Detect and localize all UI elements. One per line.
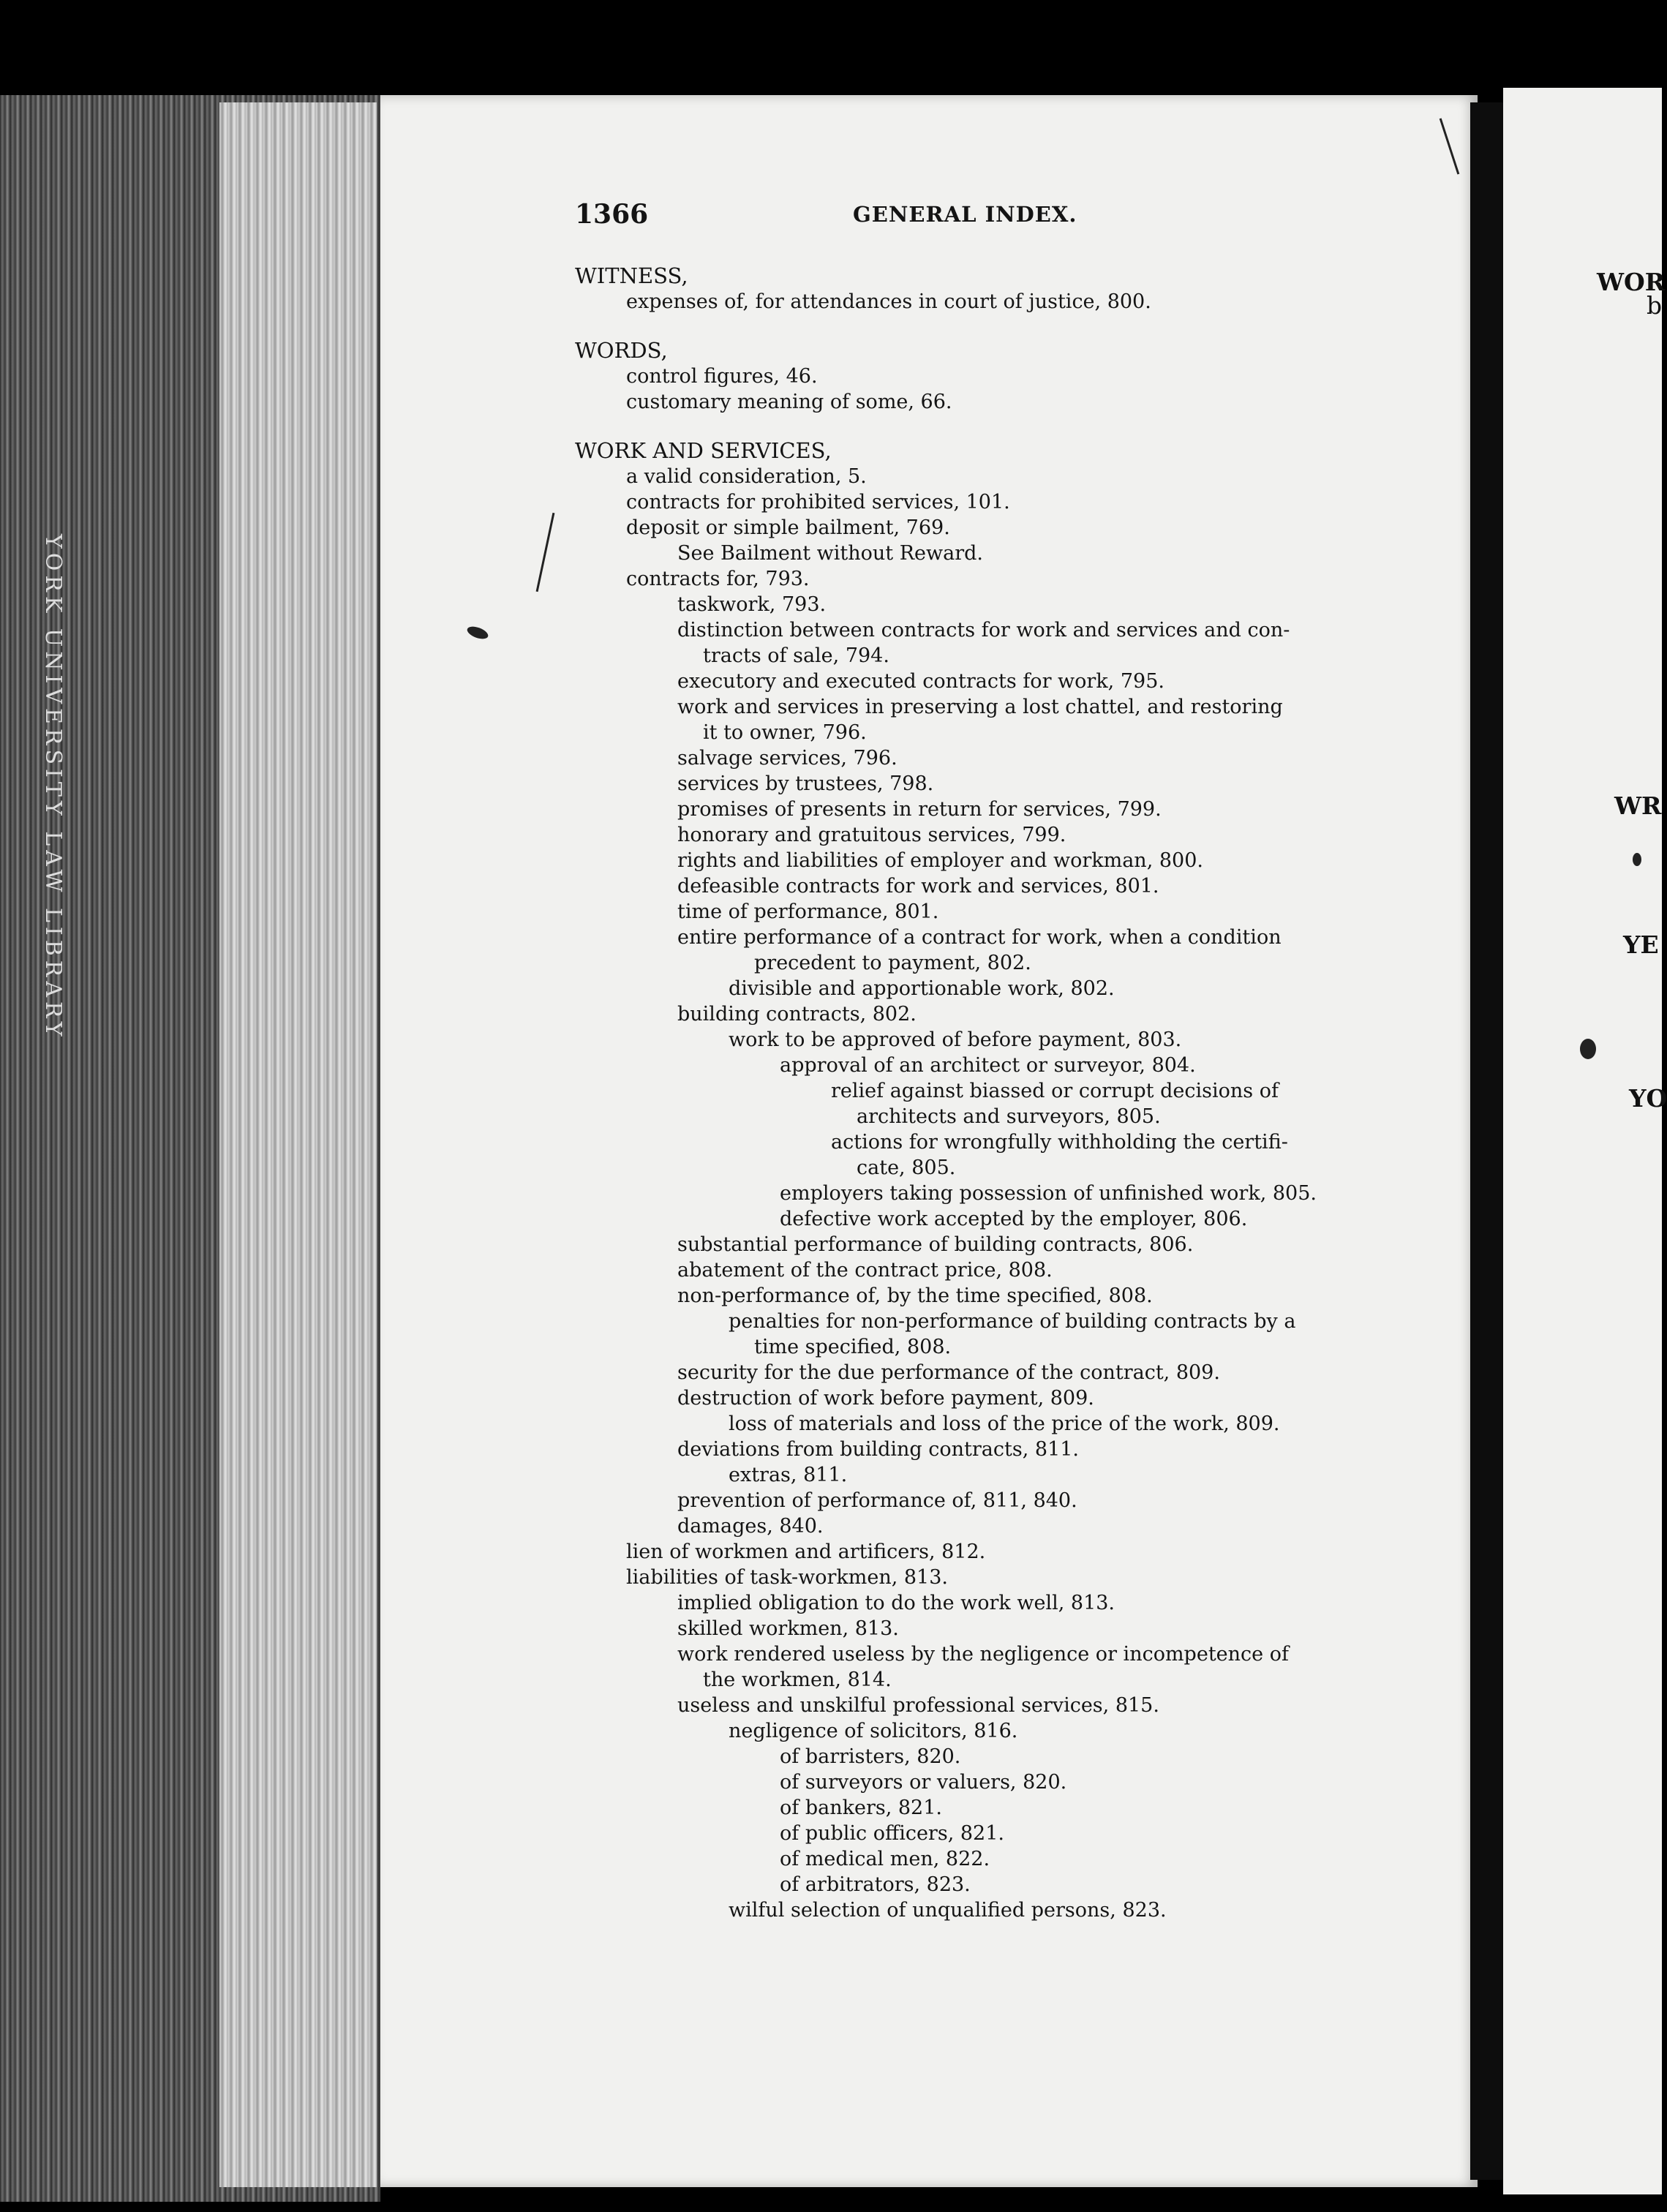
ink-blot xyxy=(1633,853,1641,866)
index-entry: penalties for non-performance of building contracts by a xyxy=(729,1310,1296,1333)
index-entry: cate, 805. xyxy=(857,1156,956,1179)
index-entry: damages, 840. xyxy=(677,1515,824,1538)
index-entry: tracts of sale, 794. xyxy=(703,644,889,667)
index-heading: WORDS, xyxy=(575,338,668,363)
index-entry: of bankers, 821. xyxy=(780,1797,942,1819)
index-entry: time of performance, 801. xyxy=(677,900,939,923)
index-entry: work to be approved of before payment, 803. xyxy=(729,1028,1182,1051)
index-entry: security for the due performance of the contract, 809. xyxy=(677,1361,1220,1384)
index-entry: actions for wrongfully withholding the certifi- xyxy=(831,1131,1288,1154)
index-entry: defeasible contracts for work and services, 801. xyxy=(677,875,1159,898)
facing-fragment: YE xyxy=(1623,930,1659,959)
index-entry: building contracts, 802. xyxy=(677,1003,917,1026)
index-entry: services by trustees, 798. xyxy=(677,772,934,795)
index-entry: lien of workmen and artificers, 812. xyxy=(626,1540,986,1563)
index-entry: approval of an architect or surveyor, 804. xyxy=(780,1054,1196,1077)
index-entry: executory and executed contracts for work, 795. xyxy=(677,670,1164,693)
index-entry: employers taking possession of unfinished work, 805. xyxy=(780,1182,1317,1205)
index-entry: of barristers, 820. xyxy=(780,1745,961,1768)
facing-fragment: b xyxy=(1647,291,1663,320)
index-entry: promises of presents in return for services, 799. xyxy=(677,798,1162,821)
index-entry: time specified, 808. xyxy=(754,1336,952,1358)
index-entry: customary meaning of some, 66. xyxy=(626,391,952,413)
index-entry: liabilities of task-workmen, 813. xyxy=(626,1566,948,1589)
library-spine-stamp: YORK UNIVERSITY LAW LIBRARY xyxy=(40,534,66,1041)
index-entry: rights and liabilities of employer and workman, 800. xyxy=(677,849,1203,872)
index-entry: contracts for, 793. xyxy=(626,568,810,590)
index-entry: wilful selection of unqualified persons, 823. xyxy=(729,1899,1167,1922)
index-entry: divisible and apportionable work, 802. xyxy=(729,977,1115,1000)
index-entry: See Bailment without Reward. xyxy=(677,542,983,565)
index-entry: abatement of the contract price, 808. xyxy=(677,1259,1053,1282)
index-entry: precedent to payment, 802. xyxy=(754,952,1031,974)
index-heading: WITNESS, xyxy=(575,263,688,288)
index-entry: substantial performance of building contracts, 806. xyxy=(677,1233,1194,1256)
index-entry: skilled workmen, 813. xyxy=(677,1617,899,1640)
index-entry: control figures, 46. xyxy=(626,365,818,388)
index-entry: of surveyors or valuers, 820. xyxy=(780,1771,1067,1794)
book-gutter xyxy=(1470,102,1503,2180)
index-entry: of medical men, 822. xyxy=(780,1848,990,1870)
facing-fragment: YO xyxy=(1629,1084,1667,1113)
index-entry: implied obligation to do the work well, 813. xyxy=(677,1592,1115,1614)
index-entry: negligence of solicitors, 816. xyxy=(729,1720,1018,1742)
index-entry: of arbitrators, 823. xyxy=(780,1873,971,1896)
index-entry: defective work accepted by the employer, 806. xyxy=(780,1208,1248,1230)
index-entry: useless and unskilful professional services, 815. xyxy=(677,1694,1159,1717)
page-header xyxy=(575,199,1350,233)
running-head: GENERAL INDEX. xyxy=(853,202,1077,227)
index-entry: non-performance of, by the time specified, 808. xyxy=(677,1284,1153,1307)
index-entry: work rendered useless by the negligence or incompetence of xyxy=(677,1643,1289,1666)
index-entry: salvage services, 796. xyxy=(677,747,898,770)
index-entry: contracts for prohibited services, 101. xyxy=(626,491,1010,514)
index-entry: it to owner, 796. xyxy=(703,721,867,744)
index-entry: the workmen, 814. xyxy=(703,1669,892,1691)
page-number: 1366 xyxy=(575,199,649,230)
index-entry: taskwork, 793. xyxy=(677,593,827,616)
ink-blot xyxy=(1580,1039,1596,1059)
index-entry: relief against biassed or corrupt decisions of xyxy=(831,1080,1279,1102)
index-entry: prevention of performance of, 811, 840. xyxy=(677,1489,1077,1512)
index-entry: entire performance of a contract for work, when a condition xyxy=(677,926,1282,949)
index-entry: of public officers, 821. xyxy=(780,1822,1004,1845)
index-entries xyxy=(575,263,1350,1923)
facing-fragment: WOR xyxy=(1597,268,1666,296)
facing-fragment: WR xyxy=(1614,791,1662,820)
index-entry: architects and surveyors, 805. xyxy=(857,1105,1161,1128)
index-entry: extras, 811. xyxy=(729,1464,848,1486)
index-entry: loss of materials and loss of the price of the work, 809. xyxy=(729,1412,1280,1435)
index-heading: WORK AND SERVICES, xyxy=(575,438,832,463)
index-entry: distinction between contracts for work and services and con- xyxy=(677,619,1290,642)
index-entry: deposit or simple bailment, 769. xyxy=(626,516,950,539)
index-entry: destruction of work before payment, 809. xyxy=(677,1387,1094,1410)
index-entry: a valid consideration, 5. xyxy=(626,465,867,488)
index-entry: expenses of, for attendances in court of justice, 800. xyxy=(626,290,1151,313)
book-page-edges-light xyxy=(219,102,377,2187)
facing-page xyxy=(1503,88,1667,2194)
index-entry: deviations from building contracts, 811. xyxy=(677,1438,1080,1461)
index-entry: honorary and gratuitous services, 799. xyxy=(677,824,1066,846)
index-entry: work and services in preserving a lost chattel, and restoring xyxy=(677,696,1283,718)
